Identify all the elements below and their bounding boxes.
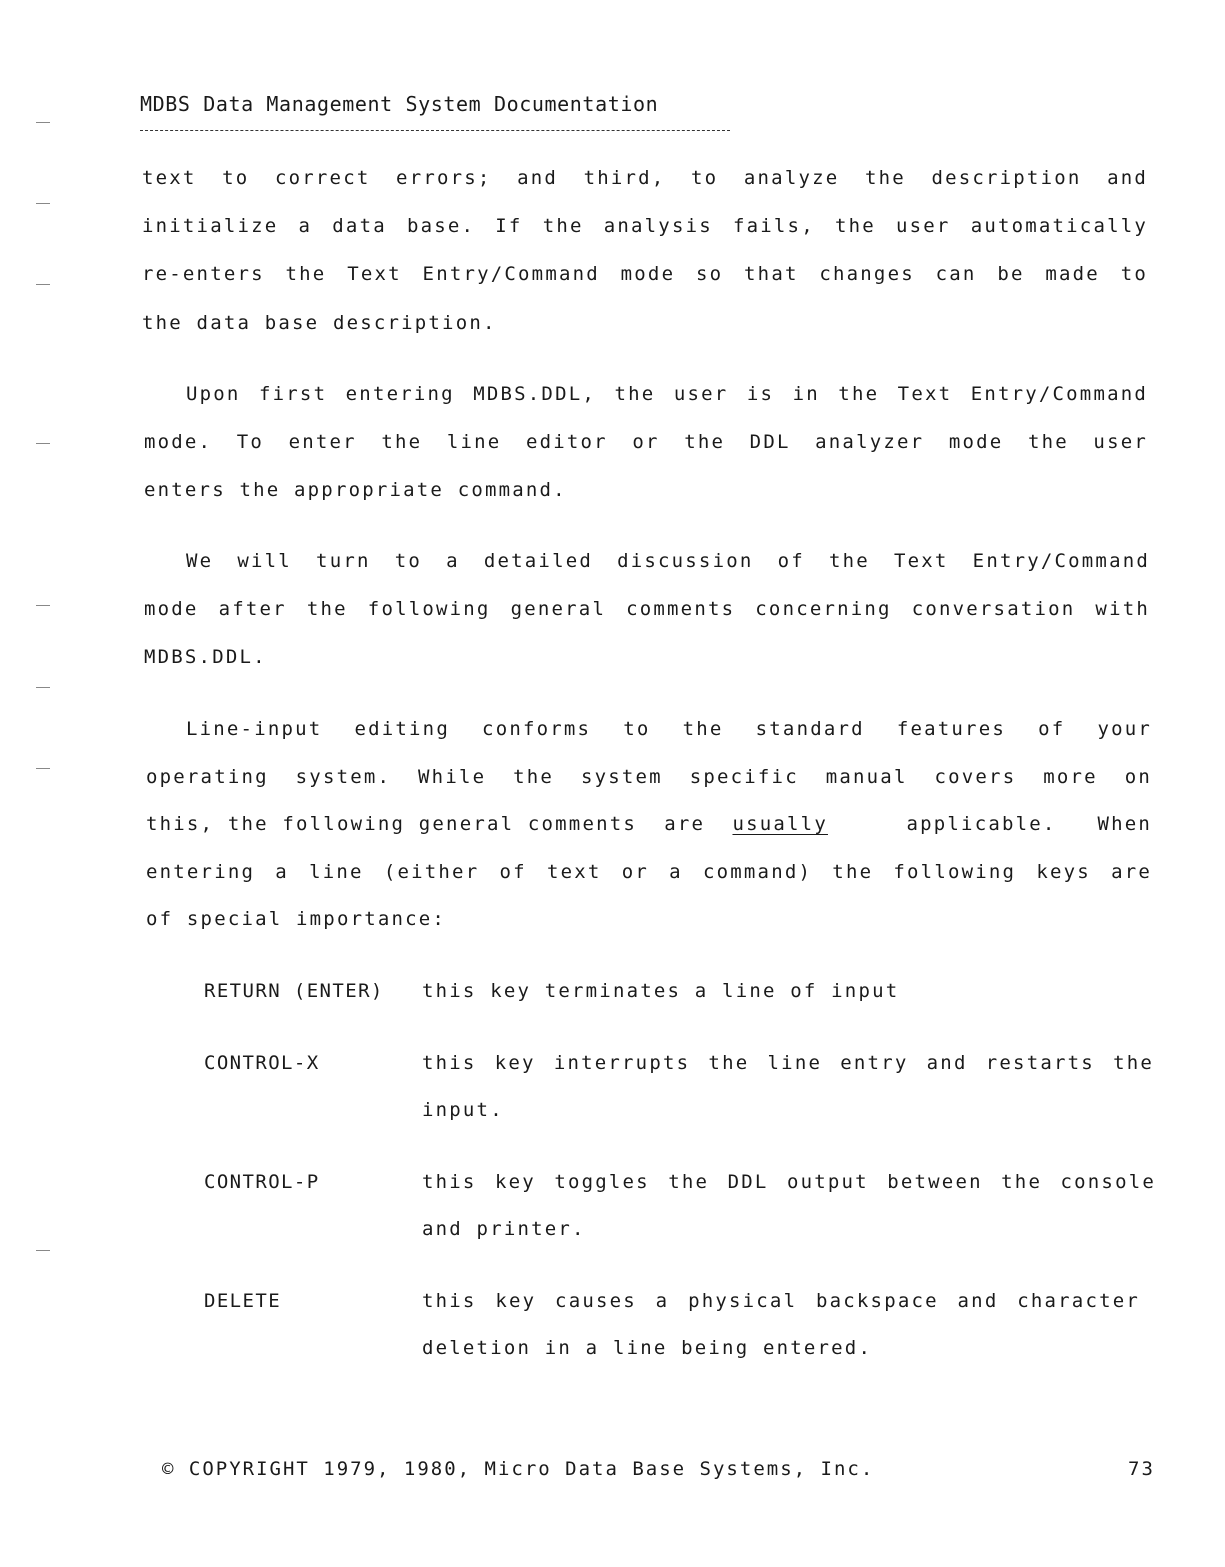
key-name-delete: DELETE [204, 1290, 282, 1312]
margin-mark [36, 203, 50, 204]
paragraph-line: We will turn to a detailed discussion of the Text Entry/Command [186, 550, 1150, 572]
underlined-word: usually [732, 813, 828, 835]
paragraph-line: re-enters the Text Entry/Command mode so that changes can be made to [142, 263, 1148, 285]
margin-mark [36, 443, 50, 444]
paragraph-line [146, 812, 1152, 836]
paragraph-line: enters the appropriate command. [144, 479, 567, 501]
paragraph-line: mode. To enter the line editor or the DDL analyzer mode the user [144, 431, 1148, 453]
paragraph-text: this, the following general comments are [146, 813, 733, 835]
paragraph-line: of special importance: [146, 908, 447, 930]
paragraph-line: Upon first entering MDBS.DDL, the user is in the Text Entry/Command [186, 383, 1148, 405]
key-name-return: RETURN (ENTER) [204, 980, 384, 1002]
page-header-title: MDBS Data Management System Documentation [140, 92, 659, 116]
key-description: this key interrupts the line entry and restarts the [422, 1052, 1154, 1074]
paragraph-line: Line-input editing conforms to the standard features of your [186, 718, 1152, 740]
paragraph-line: entering a line (either of text or a command) the following keys are [146, 861, 1152, 883]
margin-mark [36, 122, 50, 123]
key-name-control-p: CONTROL-P [204, 1171, 320, 1193]
paragraph-text-group [732, 812, 1152, 836]
margin-mark [36, 605, 50, 606]
margin-mark [36, 1250, 50, 1251]
page-number: 73 [1128, 1458, 1155, 1480]
key-description: this key terminates a line of input [422, 980, 900, 1002]
key-description: input. [422, 1099, 504, 1121]
paragraph-line: the data base description. [142, 312, 497, 334]
key-description: this key causes a physical backspace and character [422, 1290, 1140, 1312]
paragraph-line: MDBS.DDL. [144, 646, 267, 668]
margin-mark [36, 768, 50, 769]
key-description: this key toggles the DDL output between the console [422, 1171, 1156, 1193]
copyright-footer: © COPYRIGHT 1979, 1980, Micro Data Base Systems, Inc. [162, 1458, 875, 1480]
paragraph-line: text to correct errors; and third, to analyze the description and [142, 167, 1148, 189]
paragraph-line: operating system. While the system specific manual covers more on [146, 766, 1152, 788]
margin-mark [36, 687, 50, 688]
paragraph-line: mode after the following general comments concerning conversation with [144, 598, 1150, 620]
key-description: deletion in a line being entered. [422, 1337, 873, 1359]
key-name-control-x: CONTROL-X [204, 1052, 320, 1074]
paragraph-text: applicable. When [879, 813, 1152, 835]
margin-mark [36, 284, 50, 285]
header-rule [140, 130, 730, 131]
key-description: and printer. [422, 1218, 586, 1240]
paragraph-line: initialize a data base. If the analysis fails, the user automatically [142, 215, 1148, 237]
